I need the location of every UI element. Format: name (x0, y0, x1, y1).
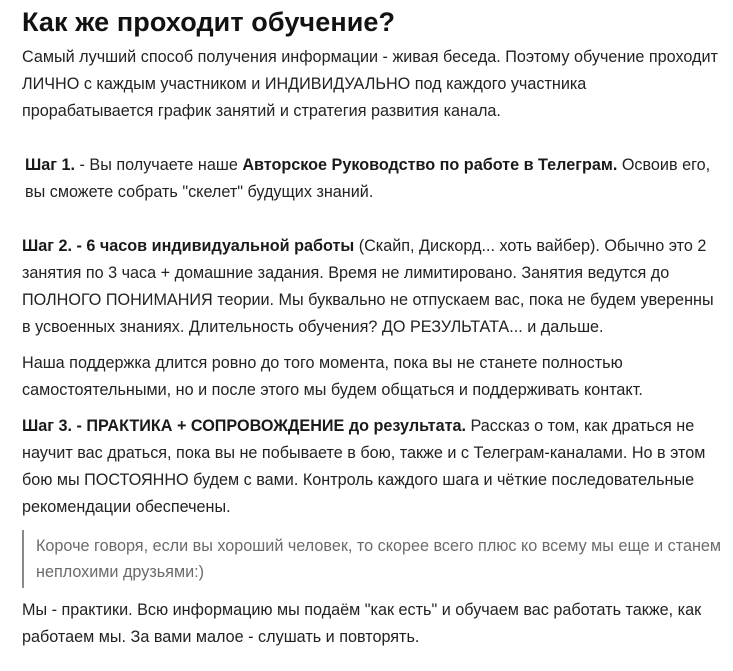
step-2-paragraph (22, 233, 722, 341)
intro-paragraph: Самый лучший способ получения информации - живая беседа. Поэтому обучение проходит ЛИЧНО с каждым участником и ИНДИВИДУАЛЬНО под каждого участника прорабатывается график занятий и стратегия развития канала. (22, 48, 718, 120)
page-title: Как же проходит обучение? (22, 7, 396, 37)
final-paragraph: Мы - практики. Всю информацию мы подаём "как есть" и обучаем вас работать также, как работаем мы. За вами малое - слушать и повторять. (22, 601, 702, 646)
step-1-label: Шаг 1. (25, 156, 76, 174)
article (22, 0, 722, 651)
step-3-paragraph (22, 413, 722, 521)
step-1-text: Освоив его, вы сможете собрать "скелет" будущих знаний. (25, 156, 711, 201)
step-3-highlight: Шаг 3. - ПРАКТИКА + СОПРОВОЖДЕНИЕ до результата. (22, 417, 466, 435)
step-1-highlight: Авторское Руководство по работе в Телеграм. (242, 156, 618, 174)
step-3-text: Рассказ о том, как драться не научит вас драться, пока вы не побываете в бою, также и с Телеграм-каналами. Но в этом бою мы ПОСТОЯННО будем с вами. Контроль каждого шага и чёткие последовательные рекомендации обеспечены. (22, 417, 706, 516)
step-1-lead: - Вы получаете наше (75, 156, 243, 174)
blockquote: Короче говоря, если вы хороший человек, то скорее всего плюс ко всему мы еще и станем неплохими друзьями:) (22, 530, 722, 588)
support-paragraph: Наша поддержка длится ровно до того момента, пока вы не станете полностью самостоятельными, но и после этого мы будем общаться и поддерживать контакт. (22, 354, 643, 399)
step-2-text: (Скайп, Дискорд... хоть вайбер). Обычно это 2 занятия по 3 часа + домашние задания. Время не лимитировано. Занятия ведутся до ПОЛНОГО ПОНИМАНИЯ теории. Мы буквально не отпускаем вас, пока не будем уверенны в усвоенных знаниях. Длительность обучения? ДО РЕЗУЛЬТАТА... и дальше. (22, 237, 714, 336)
step-1-paragraph (22, 152, 722, 206)
step-2-highlight: Шаг 2. - 6 часов индивидуальной работы (22, 237, 355, 255)
